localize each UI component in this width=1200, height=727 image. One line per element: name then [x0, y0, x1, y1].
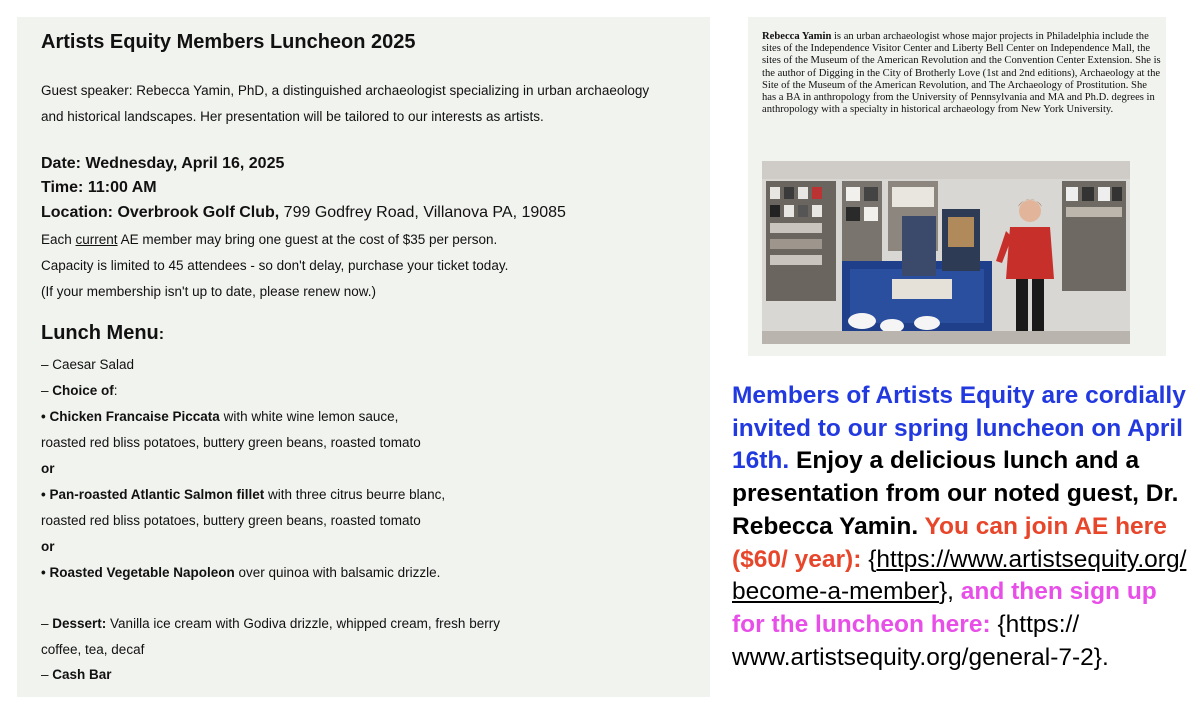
menu-chicken-sides: roasted red bliss potatoes, buttery green beans, roasted tomato — [41, 435, 421, 450]
veg-desc: over quinoa with balsamic drizzle. — [234, 565, 441, 580]
location-address: 799 Godfrey Road, Villanova PA, 19085 — [279, 204, 566, 221]
luncheon-link: {https:// www.artistsequity.org/general-7-2}. — [732, 610, 1109, 671]
menu-cash-bar — [41, 667, 112, 682]
menu-caesar: – Caesar Salad — [41, 357, 135, 372]
invite-pink: and then sign up for the luncheon here: — [732, 578, 1157, 638]
event-title: Artists Equity Members Luncheon 2025 — [41, 31, 416, 53]
dessert-dash: – — [41, 616, 53, 631]
menu-salmon — [41, 487, 445, 502]
capacity-note: Capacity is limited to 45 attendees - so don't delay, purchase your ticket today. — [41, 258, 509, 273]
chicken-name: • Chicken Francaise Piccata — [41, 409, 220, 424]
speaker-line-2: and historical landscapes. Her presentation will be tailored to our interests as artists. — [41, 109, 544, 124]
brace-close: }, — [938, 578, 954, 606]
menu-heading-text: Lunch Menu — [41, 322, 159, 344]
choice-bold: Choice of — [52, 383, 114, 398]
choice-colon: : — [113, 383, 118, 398]
event-date: Date: Wednesday, April 16, 2025 — [41, 155, 285, 172]
invite-black: Enjoy a delicious lunch and a presentation from our noted guest, Dr. Rebecca Yamin. — [732, 447, 1179, 540]
bio-text: is an urban archaeologist whose major projects in Philadelphia include the sites of the Independence Visitor Center and Liberty Bell Center on Independence Mall, the sites of the Museum of the American Revolution and the Convention Center Extension. She is the author of Digging in the City of Brotherly Love (1st and 2nd editions), Archaeology at the Site of the Museum of the American Revolution, and The Archaeology of Prostitution. She has a BA in anthropology from the University of Pennsylvania and MA and Ph.D. degrees in anthropology with a specialty in historical archaeology from New York University. — [762, 31, 1161, 116]
guest-current: current — [75, 232, 118, 247]
dessert-label: Dessert: — [52, 616, 107, 631]
chicken-desc: with white wine lemon sauce, — [219, 409, 399, 424]
speaker-bio — [762, 31, 1162, 116]
menu-chicken — [41, 409, 398, 424]
event-time: Time: 11:00 AM — [41, 179, 157, 196]
speaker-bio-panel — [748, 17, 1166, 356]
menu-veg — [41, 565, 440, 580]
bio-name: Rebecca Yamin — [762, 31, 832, 42]
speaker-line-1: Guest speaker: Rebecca Yamin, PhD, a distinguished archaeologist specializing in urban archaeology — [41, 83, 650, 98]
membership-link[interactable]: https://www.artistsequity.org/ become-a-member — [732, 545, 1187, 606]
menu-salmon-sides: roasted red bliss potatoes, buttery green beans, roasted tomato — [41, 513, 421, 528]
choice-dash: – — [41, 383, 53, 398]
veg-name: • Roasted Vegetable Napoleon — [41, 565, 235, 580]
event-location — [41, 204, 566, 222]
guest-pre: Each — [41, 232, 76, 247]
dessert-desc: Vanilla ice cream with Godiva drizzle, whipped cream, fresh berry — [106, 616, 500, 631]
menu-heading-colon: : — [158, 326, 165, 343]
menu-choice — [41, 383, 118, 398]
cashbar-label: Cash Bar — [52, 667, 112, 682]
brace-open: { — [861, 545, 877, 573]
menu-or-2: or — [41, 539, 55, 554]
menu-or-1: or — [41, 461, 55, 476]
guest-policy — [41, 232, 497, 247]
location-label: Location: Overbrook Golf Club, — [41, 204, 280, 221]
invite-blue: Members of Artists Equity are cordially invited to our spring luncheon on April 16th. — [732, 382, 1186, 475]
menu-drinks: coffee, tea, decaf — [41, 642, 145, 657]
event-details-panel — [17, 17, 710, 697]
speaker-photo — [762, 161, 1130, 344]
cashbar-dash: – — [41, 667, 53, 682]
guest-post: AE member may bring one guest at the cost of $35 per person. — [117, 232, 498, 247]
renew-note: (If your membership isn't up to date, please renew now.) — [41, 284, 376, 299]
salmon-desc: with three citrus beurre blanc, — [264, 487, 446, 502]
menu-dessert — [41, 616, 500, 631]
invitation-text — [732, 380, 1192, 674]
salmon-name: • Pan-roasted Atlantic Salmon fillet — [41, 487, 265, 502]
invite-red: You can join AE here ($60/ year): — [732, 512, 1167, 573]
menu-heading — [41, 322, 164, 345]
